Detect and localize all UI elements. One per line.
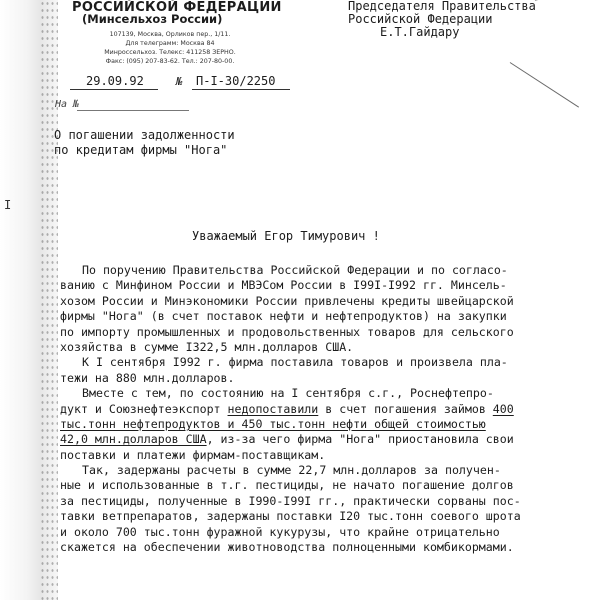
document-number: П-I-30/2250 [196,74,276,88]
recipient-name: Е.Т.Гайдару [380,25,460,39]
reference-line [55,99,255,115]
recipient-line: Председателя Правительства [348,0,536,13]
body-line: хозом России и Минэкономики России привлечены кредиты швейцарской [60,293,514,308]
body-line: По поручению Правительства Российской Федерации и по согласо- [82,263,508,277]
body-line [60,402,590,417]
body-line: Вместе с тем, по состоянию на I сентября с.г., Роснефтепро- [82,386,494,401]
body-line: и около 700 тыс.тонн фуражной кукурузы, что крайне отрицательно [60,524,500,539]
subject-line: О погашении задолженности [54,128,235,142]
body-fragment: в счет погашения займов [318,401,493,416]
body-line: К I сентября I992 г. фирма поставила товаров и произвела пла- [82,355,508,370]
body-line: скажется на обеспечении животноводства полноценными комбикормами. [60,540,514,555]
reference-label: На № [55,99,80,110]
pencil-stroke [510,62,579,107]
body-fragment: , из-за чего фирма "Нога" приостановила свои [206,432,514,447]
body-fragment: дукт и Союзнефтеэкспорт [60,401,228,416]
scan-shadow-edge [0,0,58,600]
body-line: тавки ветпрепаратов, задержаны поставки I20 тыс.тонн соевого шрота [60,509,521,524]
address-line: Для телеграмм: Москва 84 [125,40,215,47]
number-underline [192,89,290,90]
subject-block [54,128,235,158]
registration-line [70,74,290,92]
address-line: 107139, Москва, Орликов пер., 1/11. [109,31,231,38]
recipient-block [348,0,588,39]
body-line: тежи на 880 млн.долларов. [60,370,235,385]
body-line: фирмы "Нога" (в счет поставок нефти и нефтепродуктов) на закупки [60,309,507,324]
subject-line: по кредитам фирмы "Нога" [54,143,228,157]
address-line: Минроссельхоз. Телекс: 411258 ЗЕРНО. [104,49,236,56]
underlined-body-line: тыс.тонн нефтепродуктов и 450 тыс.тонн нефти общей стоимостью [60,416,486,431]
date-underline [70,89,158,90]
body-line [60,432,590,447]
body-line: ные и использованные в т.г. пестициды, не начато погашение долгов [60,478,514,493]
underlined-fragment: недопоставили [227,401,319,416]
body-line: ванию с Минфином России и МВЭСом России в I99I-I992 гг. Минсель- [60,278,507,293]
body-line: хозяйства в сумме I322,5 млн.долларов США. [60,339,354,354]
underlined-fragment: 42,0 млн.долларов США [60,432,207,447]
address-line: Факс: (095) 207-83-62. Тел.: 207-80-00. [105,58,235,65]
document-date: 29.09.92 [86,74,144,88]
body-line: по импорту промышленных и продовольственных товаров для сельского [60,324,514,339]
body-line: Так, задержаны расчеты в сумме 22,7 млн.долларов за получен- [82,463,501,478]
reference-underline [77,110,189,111]
letterhead-org-name: РОССИЙСКОЙ ФЕДЕРАЦИИ [72,0,282,15]
letterhead-address [70,30,270,66]
number-label: № [176,75,183,88]
salutation: Уважаемый Егор Тимурович ! [192,229,380,243]
letterhead-org-short: (Минсельхоз России) [82,12,223,26]
margin-mark: I [4,198,12,212]
recipient-line: Российской Федерации [348,12,493,26]
letter-body [60,263,590,555]
body-line: поставки и платежи фирмам-поставщикам. [60,447,326,462]
body-line: за пестициды, полученные в I990-I99I гг., практически сорваны пос- [60,493,521,508]
underlined-fragment: 400 [492,401,514,416]
